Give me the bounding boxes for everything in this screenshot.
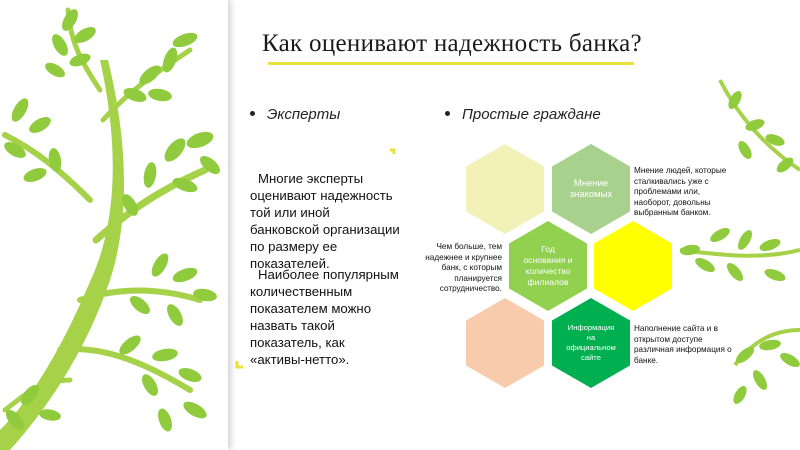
tree-illustration — [0, 0, 228, 450]
corner-mark-bottom — [234, 358, 248, 372]
citizens-heading-text: Простые граждане — [462, 106, 601, 123]
experts-paragraph-2: Наиболее популярным количественным показателем можно назвать такой показатель, как «активы-нетто». — [250, 267, 399, 367]
hexagon-blank-peach — [466, 298, 544, 388]
citizens-heading — [445, 106, 601, 123]
experts-heading — [250, 106, 340, 123]
experts-heading-text: Эксперты — [267, 106, 341, 123]
bullet-dot — [250, 111, 255, 116]
note-website: Наполнение сайта и в открытом доступе различная информация о банке. — [634, 324, 732, 365]
hexagon-website — [552, 298, 630, 388]
bullet-dot — [445, 111, 450, 116]
slide-title: Как оценивают надежность банка? — [262, 30, 642, 57]
corner-mark-top — [388, 148, 402, 160]
title-underline — [268, 62, 634, 65]
note-founding: Чем больше, тем надежнее и крупнее банк, с которым планируется сотрудничество. — [425, 242, 502, 293]
experts-paragraph-1: Многие эксперты оценивают надежность той или иной банковской организации по размеру ее показателей. — [250, 171, 400, 271]
hexagon-opinion-label: Мнение знакомых — [569, 178, 613, 200]
hexagon-founding-label: Год основания и количество филиалов — [523, 244, 573, 287]
note-opinion: Мнение людей, которые сталкивались уже с проблемами или, наоборот, довольны выбранным банком. — [634, 166, 727, 217]
left-panel — [0, 0, 228, 450]
hexagon-website-label: Информация на официальном сайте — [566, 323, 616, 362]
